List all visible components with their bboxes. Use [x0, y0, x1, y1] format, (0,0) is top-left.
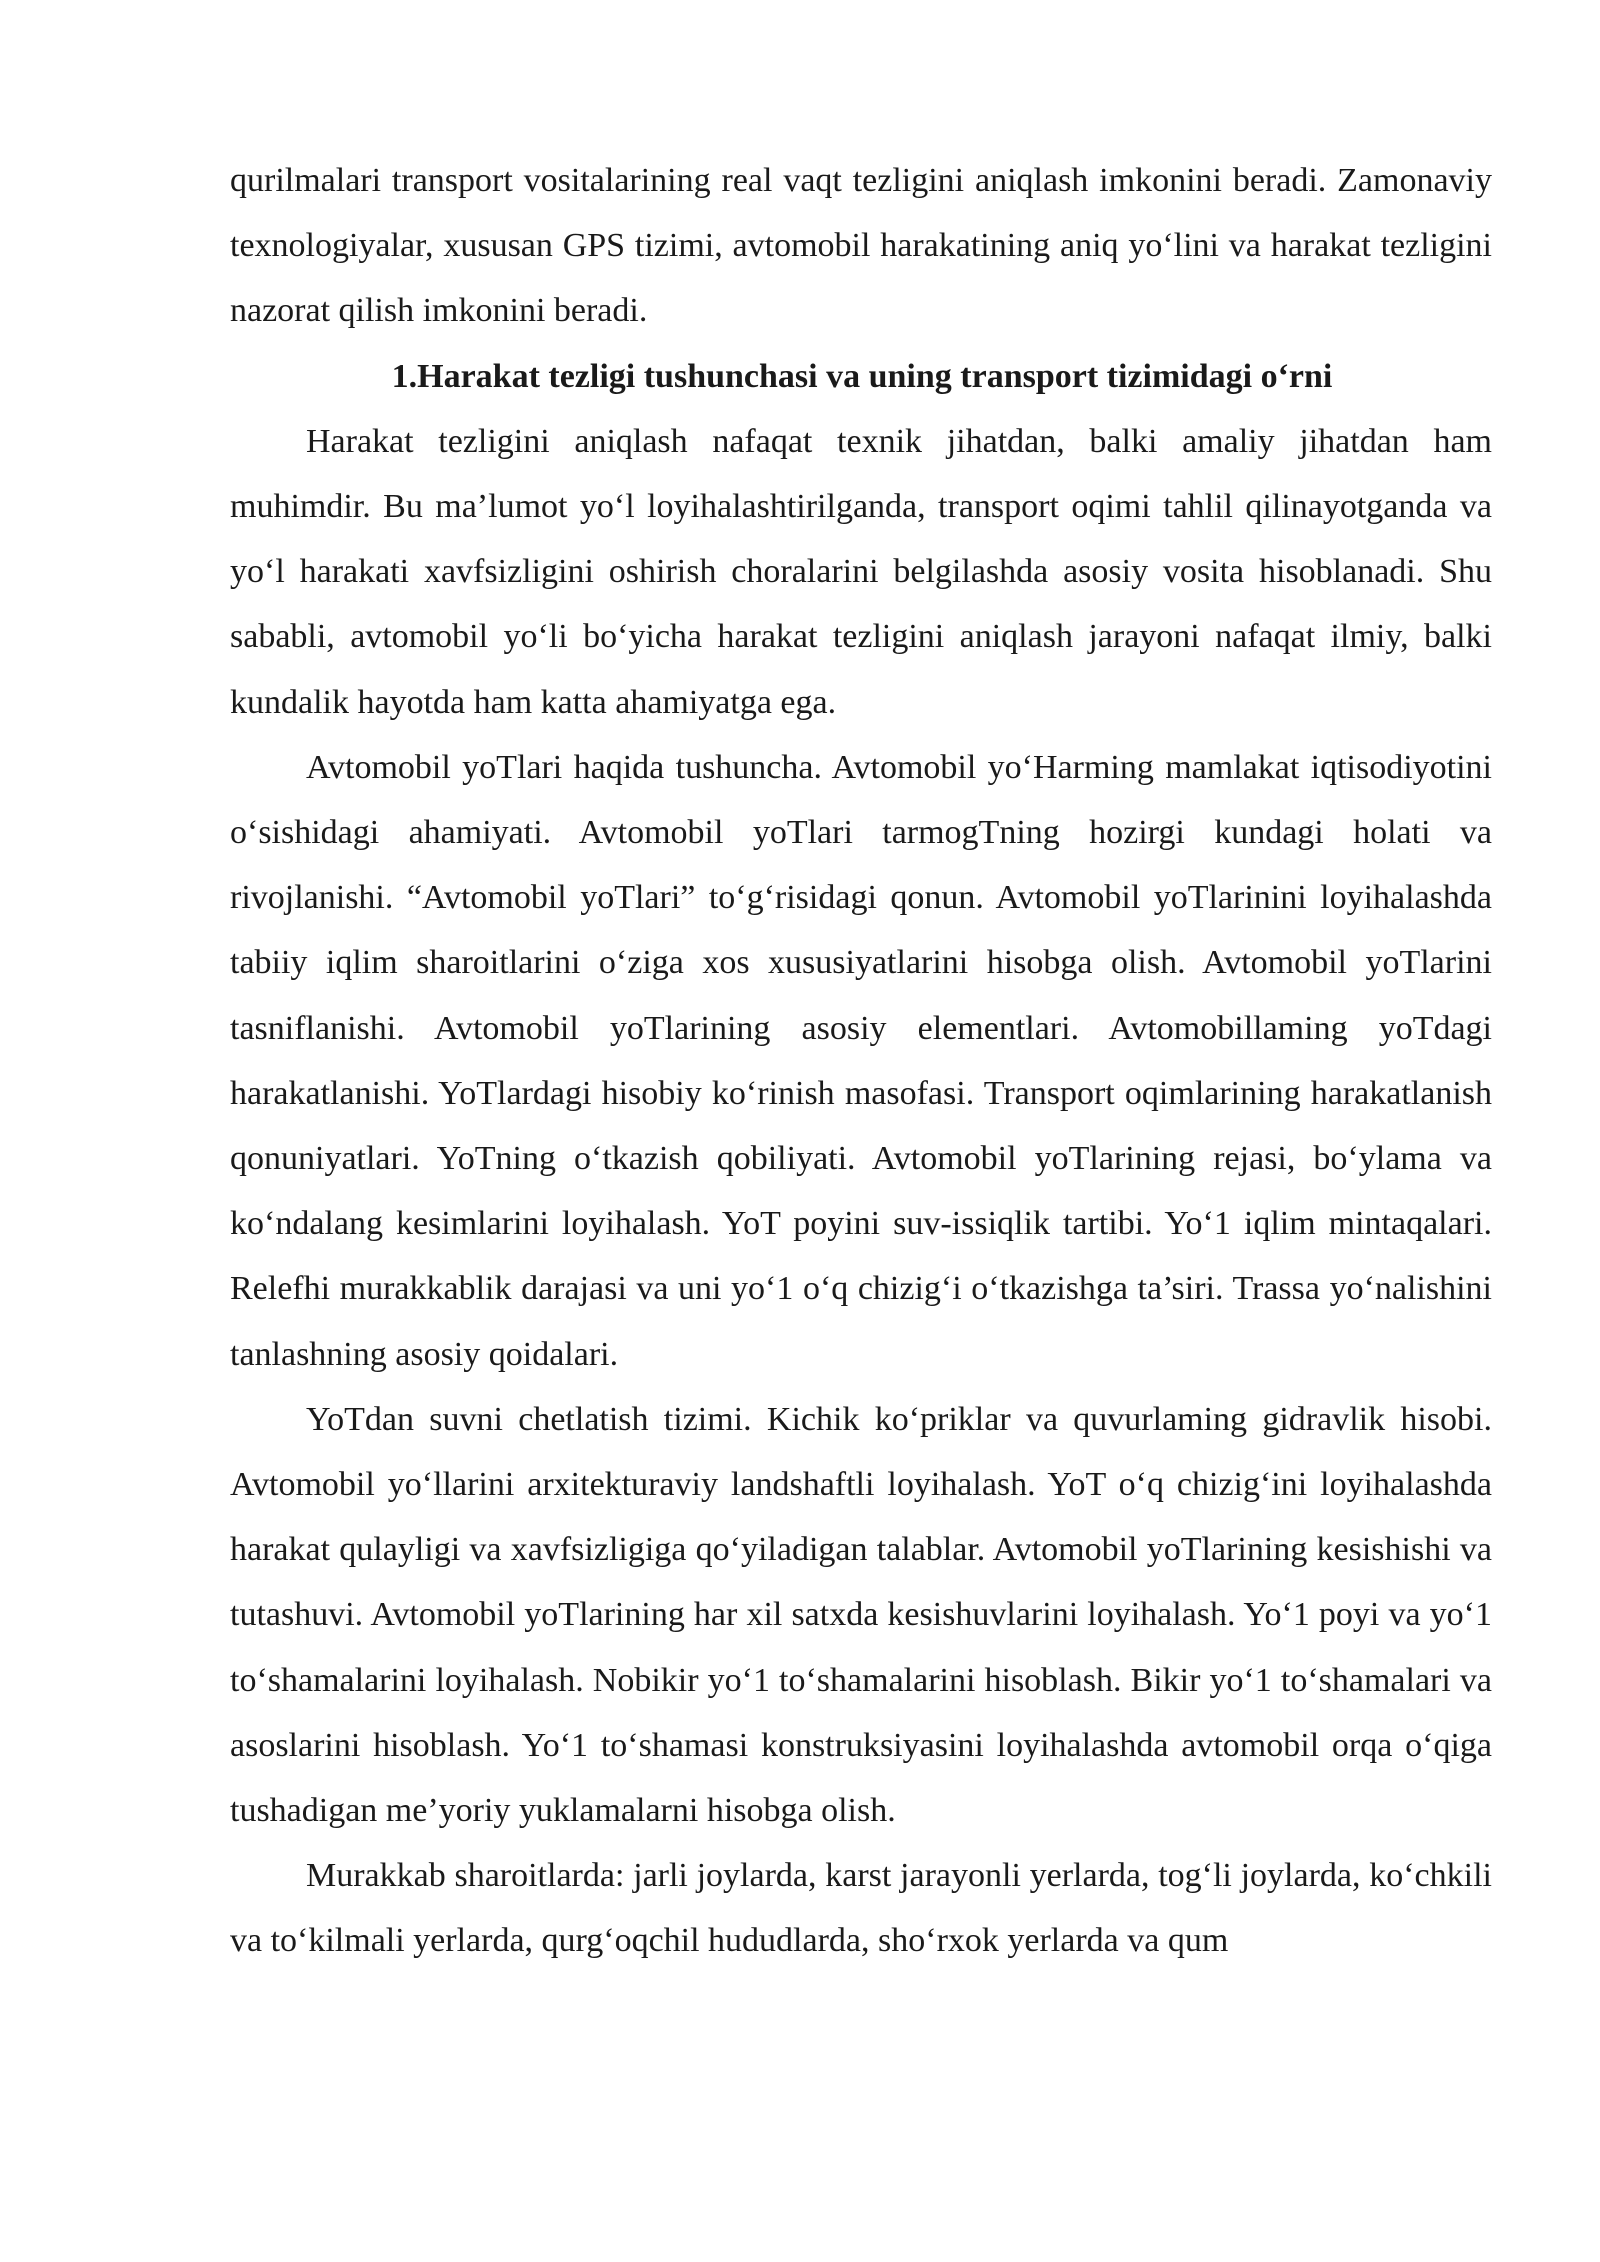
paragraph-drainage: YoTdan suvni chetlatish tizimi. Kichik ko‘priklar va quvurlaming gidravlik hisobi. Avtomobil yo‘llarini arxitekturaviy landshaftli loyihalash. YoT o‘q chizig‘ini loyihalashda harakat qulayligi va xavfsizligiga qo‘yiladigan talablar. Avtomobil yoTlarining kesishishi va tutashuvi. Avtomobil yoTlarining har xil satxda kesishuvlarini loyihalash. Yo‘1 poyi va yo‘1 to‘shamalarini loyihalash. Nobikir yo‘1 to‘shamalarini hisoblash. Bikir yo‘1 to‘shamalari va asoslarini hisoblash. Yo‘1 to‘shamasi konstruksiyasini loyihalashda avtomobil orqa o‘qiga tushadigan me’yoriy yuklamalarni hisobga olish. — [230, 1400, 1492, 1830]
paragraph-difficult-conditions: Murakkab sharoitlarda: jarli joylarda, karst jarayonli yerlarda, tog‘li joylarda, ko‘chkili va to‘kilmali yerlarda, qurg‘oqchil hududlarda, sho‘rxok yerlarda va qum — [230, 1857, 1492, 1960]
paragraph-intro: qurilmalari transport vositalarining real vaqt tezligini aniqlash imkonini beradi. Zamonaviy texnologiyalar, xususan GPS tizimi, avtomobil harakatining aniq yo‘lini va harakat tezligini nazorat qilish imkonini beradi. — [230, 162, 1492, 330]
document-page — [230, 148, 1492, 1974]
paragraph-roads-concept: Avtomobil yoTlari haqida tushuncha. Avtomobil yo‘Harming mamlakat iqtisodiyotini o‘sishidagi ahamiyati. Avtomobil yoTlari tarmogTning hozirgi kundagi holati va rivojlanishi. “Avtomobil yoTlari” to‘g‘risidagi qonun. Avtomobil yoTlarinini loyihalashda tabiiy iqlim sharoitlarini o‘ziga xos xususiyatlarini hisobga olish. Avtomobil yoTlarini tasniflanishi. Avtomobil yoTlarining asosiy elementlari. Avtomobillaming yoTdagi harakatlanishi. YoTlardagi hisobiy ko‘rinish masofasi. Transport oqimlarining harakatlanish qonuniyatlari. YoTning o‘tkazish qobiliyati. Avtomobil yoTlarining rejasi, bo‘ylama va ko‘ndalang kesimlarini loyihalash. YoT poyini suv-issiqlik tartibi. Yo‘1 iqlim mintaqalari. Relefhi murakkablik darajasi va uni yo‘1 o‘q chizig‘i o‘tkazishga ta’siri. Trassa yo‘nalishini tanlashning asosiy qoidalari. — [230, 748, 1492, 1373]
section-heading: 1.Harakat tezligi tushunchasi va uning transport tizimidagi o‘rni — [391, 357, 1333, 395]
paragraph-speed-importance: Harakat tezligini aniqlash nafaqat texnik jihatdan, balki amaliy jihatdan ham muhimdir. Bu ma’lumot yo‘l loyihalashtirilganda, transport oqimi tahlil qilinayotganda va yo‘l harakati xavfsizligini oshirish choralarini belgilashda asosiy vosita hisoblanadi. Shu sababli, avtomobil yo‘li bo‘yicha harakat tezligini aniqlash jarayoni nafaqat ilmiy, balki kundalik hayotda ham katta ahamiyatga ega. — [230, 422, 1492, 721]
